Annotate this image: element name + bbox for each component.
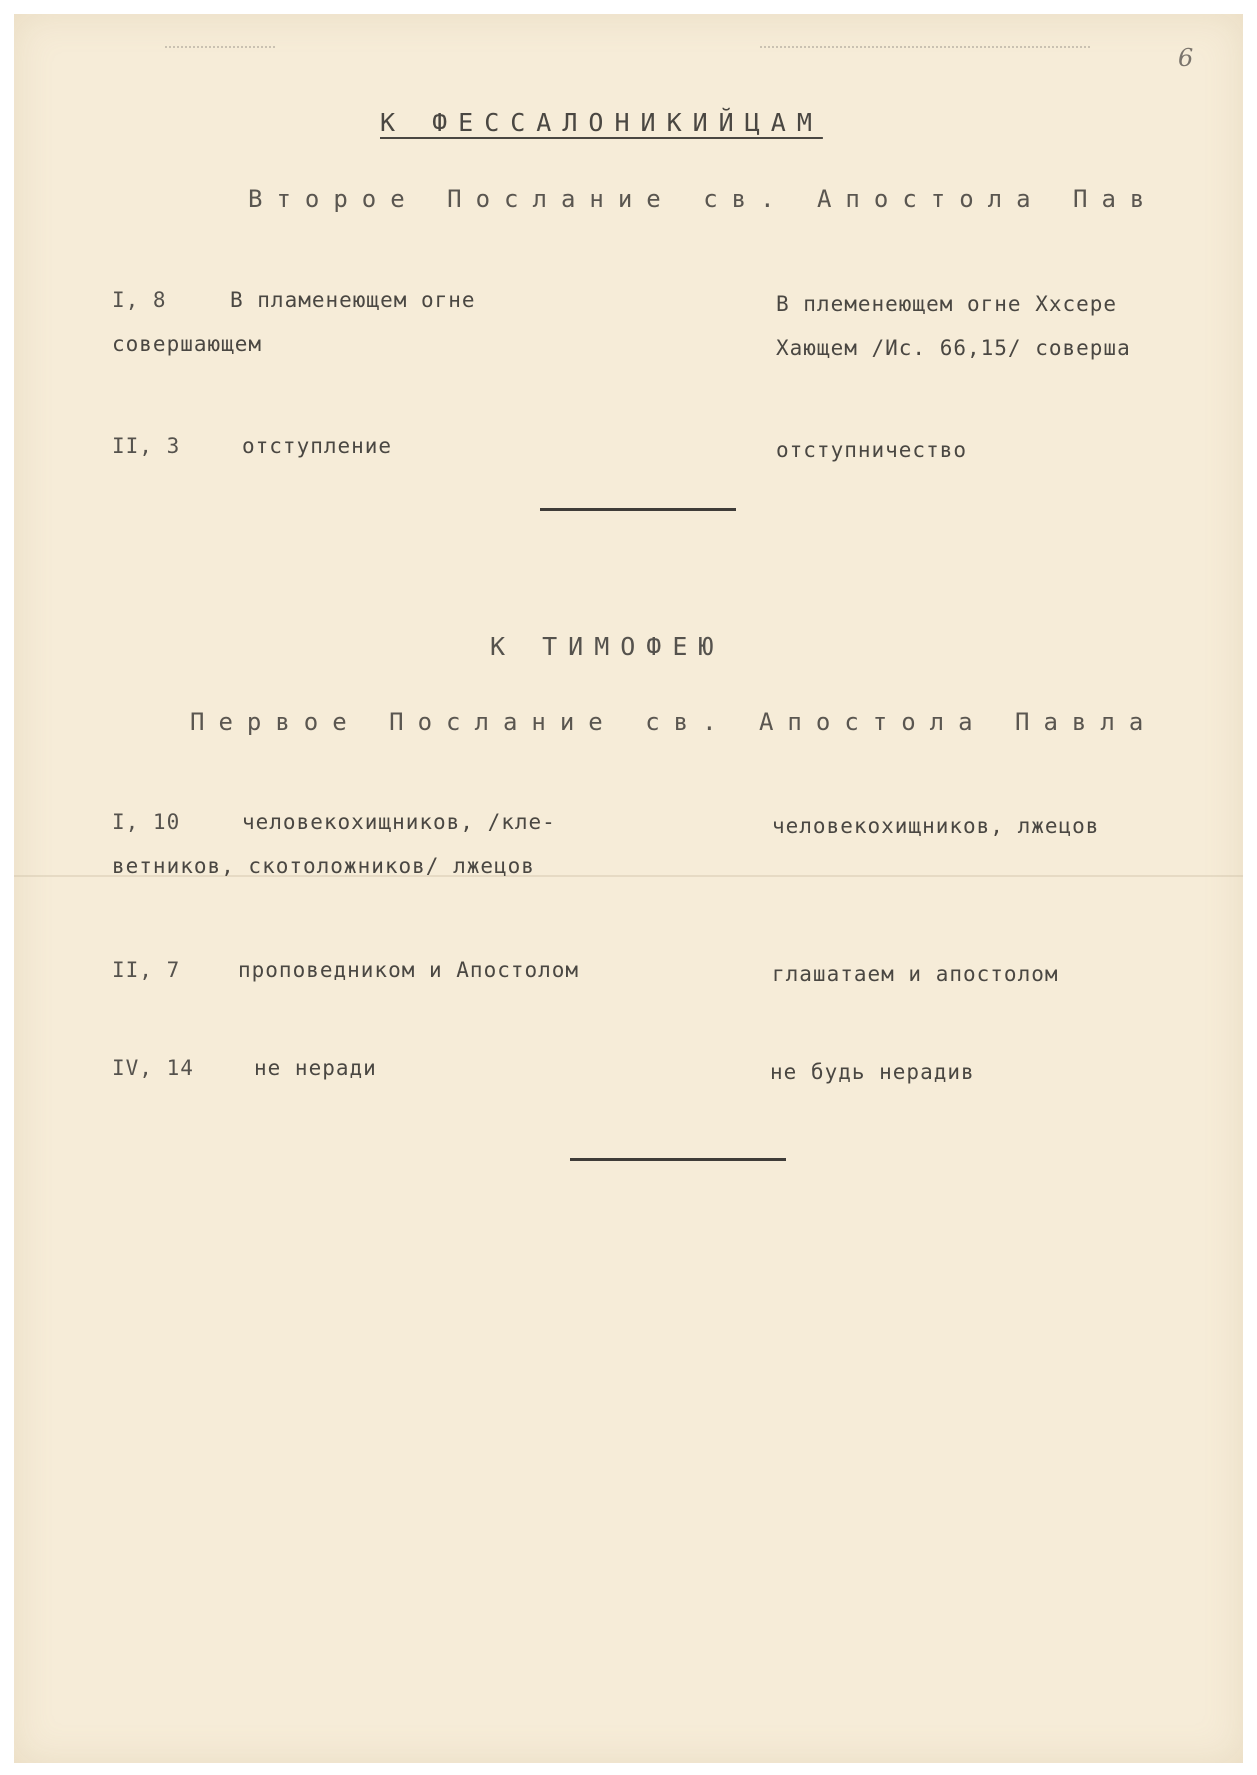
- section-title: К ТИМОФЕЮ: [490, 632, 725, 661]
- section-subtitle: Первое Послание св. Апостола Павла: [190, 708, 1158, 736]
- faint-header-trace: [760, 46, 1090, 56]
- new-translation: В племенеющем огне Ххсере Хающем /Ис. 66,15/ соверша: [776, 292, 1131, 360]
- new-translation: не будь нерадив: [770, 1060, 975, 1084]
- old-translation: не неради: [254, 1056, 377, 1080]
- new-translation: человекохищников, лжецов: [772, 814, 1100, 838]
- paper-sheet: [14, 14, 1243, 1763]
- old-translation: отступление: [242, 434, 393, 458]
- section-title: К ФЕССАЛОНИКИЙЦАМ: [380, 108, 823, 137]
- section-divider: [570, 1158, 786, 1161]
- faint-header-trace: [165, 46, 275, 56]
- verse-ref: I, 10: [112, 810, 181, 834]
- verse-ref: II, 7: [112, 958, 181, 982]
- old-translation: проповедником и Апостолом: [238, 958, 580, 982]
- new-translation: отступничество: [776, 438, 968, 462]
- verse-ref: IV, 14: [112, 1056, 194, 1080]
- old-translation: В пламенеющем огне совершающем: [112, 288, 476, 356]
- page-number: 6: [1178, 44, 1194, 72]
- new-translation: глашатаем и апостолом: [772, 962, 1059, 986]
- verse-ref: I, 8: [112, 288, 167, 312]
- old-translation: человекохищников, /кле- ветников, скотоложников/ лжецов: [112, 810, 556, 878]
- section-subtitle: Второе Послание св. Апостола Пав: [248, 185, 1159, 213]
- section-divider: [540, 508, 736, 511]
- verse-ref: II, 3: [112, 434, 181, 458]
